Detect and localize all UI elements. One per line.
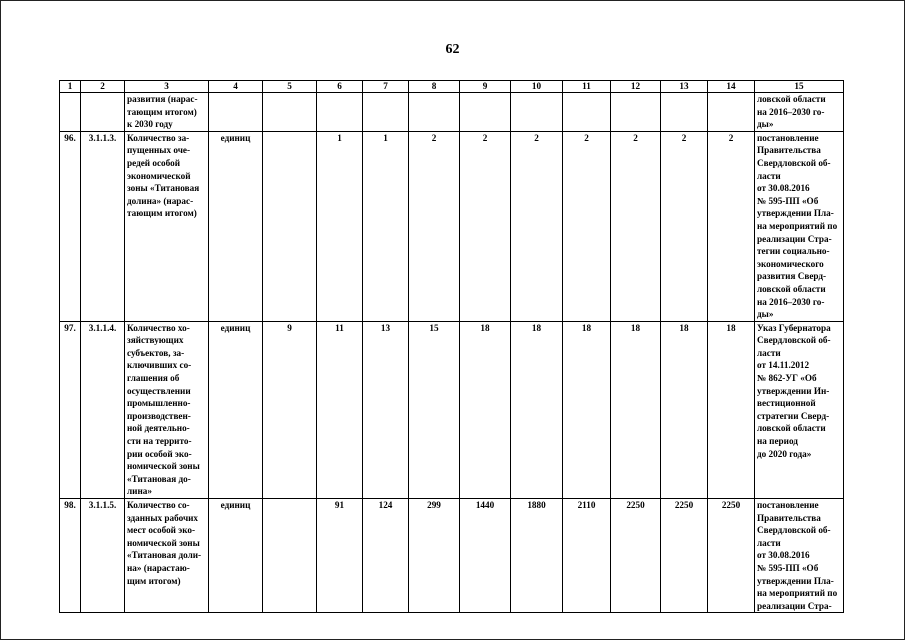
source-document-cell: Указ Губернатора Свердловской об- ласти от 14.11.2012 № 862-УГ «Об утверждении Ин- вестиционной стратегии Сверд- ловской области на период до 2020 года»: [755, 321, 844, 498]
value-cell: 299: [409, 499, 460, 613]
value-cell: 2: [661, 131, 708, 321]
indicator-name-cell: Количество со- зданных рабочих мест особой эко- номической зоны «Титановая доли- на» (нарастаю- щим итогом): [125, 499, 209, 613]
value-cell: [263, 131, 317, 321]
table-row-continued: [60, 93, 844, 132]
column-header: 3: [125, 81, 209, 93]
value-cell: 2: [611, 131, 661, 321]
value-cell: 18: [661, 321, 708, 498]
row-code-cell: 3.1.1.3.: [81, 131, 125, 321]
value-cell: 11: [317, 321, 363, 498]
column-header: 8: [409, 81, 460, 93]
indicator-name-cell: развития (нарас- тающим итогом) к 2030 году: [125, 93, 209, 132]
column-header: 7: [363, 81, 409, 93]
value-cell: 1: [363, 131, 409, 321]
value-cell: 2250: [661, 499, 708, 613]
unit-cell: единиц: [209, 321, 263, 498]
value-cell: 13: [363, 321, 409, 498]
row-code-cell: [81, 93, 125, 132]
column-header: 11: [563, 81, 611, 93]
value-cell: [263, 499, 317, 613]
value-cell: 124: [363, 499, 409, 613]
value-cell: 1: [317, 131, 363, 321]
value-cell: [708, 93, 755, 132]
value-cell: [511, 93, 563, 132]
value-cell: [661, 93, 708, 132]
column-header: 10: [511, 81, 563, 93]
column-header: 4: [209, 81, 263, 93]
row-code-cell: 3.1.1.4.: [81, 321, 125, 498]
value-cell: 18: [611, 321, 661, 498]
page-number: 62: [445, 42, 460, 57]
value-cell: [563, 93, 611, 132]
column-header: 5: [263, 81, 317, 93]
indicator-name-cell: Количество хо- зяйствующих субъектов, за- ключивших со- глашения об осуществлении промышленно- производствен- ной деятельно- сти на террито- рии особой эко- номической зоны «Титановая до- лина»: [125, 321, 209, 498]
value-cell: 91: [317, 499, 363, 613]
column-header: 2: [81, 81, 125, 93]
row-code-cell: 3.1.1.5.: [81, 499, 125, 613]
column-header: 6: [317, 81, 363, 93]
value-cell: 18: [460, 321, 511, 498]
value-cell: 1440: [460, 499, 511, 613]
column-header: 1: [60, 81, 81, 93]
column-header: 9: [460, 81, 511, 93]
source-document-cell: постановление Правительства Свердловской об- ласти от 30.08.2016 № 595-ПП «Об утверждении Пла- на мероприятий по реализации Стра-: [755, 499, 844, 613]
table-row-97: [60, 321, 844, 498]
unit-cell: единиц: [209, 131, 263, 321]
table-header-row: [60, 81, 844, 93]
indicator-name-cell: Количество за- пущенных оче- редей особой экономической зоны «Титановая долина» (нарас- тающим итогом): [125, 131, 209, 321]
value-cell: 2: [708, 131, 755, 321]
unit-cell: [209, 93, 263, 132]
column-header: 15: [755, 81, 844, 93]
value-cell: 18: [563, 321, 611, 498]
column-header: 12: [611, 81, 661, 93]
indicators-table: [59, 80, 844, 613]
source-document-cell: ловской области на 2016–2030 го- ды»: [755, 93, 844, 132]
table-row-96: [60, 131, 844, 321]
value-cell: 2250: [611, 499, 661, 613]
value-cell: 15: [409, 321, 460, 498]
row-number-cell: 97.: [60, 321, 81, 498]
column-header: 14: [708, 81, 755, 93]
value-cell: 2: [460, 131, 511, 321]
value-cell: 2: [563, 131, 611, 321]
value-cell: [611, 93, 661, 132]
value-cell: 1880: [511, 499, 563, 613]
value-cell: 2250: [708, 499, 755, 613]
unit-cell: единиц: [209, 499, 263, 613]
value-cell: 18: [511, 321, 563, 498]
value-cell: [263, 93, 317, 132]
value-cell: 18: [708, 321, 755, 498]
value-cell: 2110: [563, 499, 611, 613]
value-cell: 2: [409, 131, 460, 321]
row-number-cell: 98.: [60, 499, 81, 613]
value-cell: [460, 93, 511, 132]
value-cell: 9: [263, 321, 317, 498]
value-cell: [317, 93, 363, 132]
value-cell: [409, 93, 460, 132]
source-document-cell: постановление Правительства Свердловской об- ласти от 30.08.2016 № 595-ПП «Об утверждении Пла- на мероприятий по реализации Стра- тегии социально- экономического развития Сверд- ловской области на 2016–2030 го- ды»: [755, 131, 844, 321]
row-number-cell: [60, 93, 81, 132]
value-cell: [363, 93, 409, 132]
row-number-cell: 96.: [60, 131, 81, 321]
column-header: 13: [661, 81, 708, 93]
value-cell: 2: [511, 131, 563, 321]
table-row-98: [60, 499, 844, 613]
